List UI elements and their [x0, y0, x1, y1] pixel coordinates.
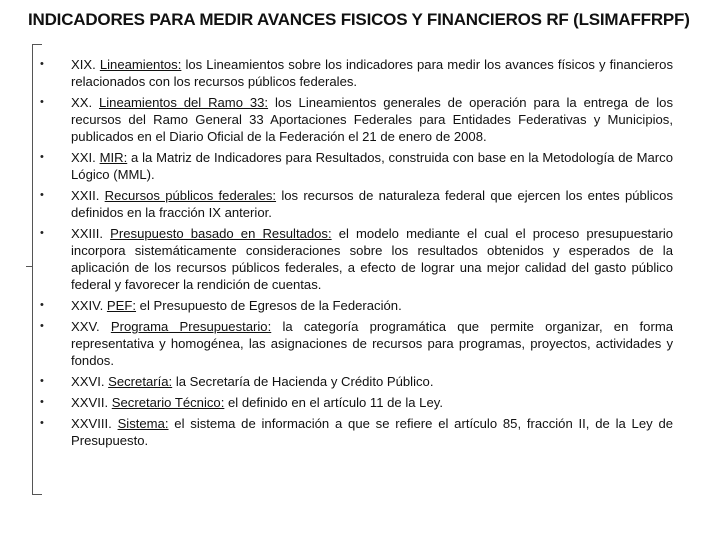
item-definition: a la Matriz de Indicadores para Resultados, construida con base en la Metodología de Marco Lógico (MML).: [71, 150, 673, 182]
item-term: Secretario Técnico:: [111, 395, 225, 410]
item-definition: los Lineamientos sobre los indicadores para medir los avances físicos y financieros relacionados con los recursos públicos federales.: [71, 57, 673, 89]
definition-item-xxii: [41, 187, 673, 221]
item-definition: la categoría programática que permite organizar, en forma representativa y homogénea, las asignaciones de recursos para programas, proyectos, actividades y fondos.: [71, 319, 674, 368]
item-term: Lineamientos del Ramo 33:: [98, 95, 269, 110]
item-number: XIX.: [71, 57, 96, 72]
item-number: XXIII.: [71, 226, 104, 241]
item-term: Secretaría:: [108, 374, 173, 389]
definition-item-xxvii: [41, 394, 673, 411]
definition-item-xxiv: [41, 297, 673, 314]
item-number: XX.: [71, 95, 93, 110]
item-term: Recursos públicos federales:: [104, 188, 277, 203]
definition-item-xxiii: [41, 225, 673, 293]
item-number: XXIV.: [71, 298, 104, 313]
definition-item-xxv: [41, 318, 673, 369]
definition-item-xxvi: [41, 373, 673, 390]
definition-item-xxviii: [41, 415, 673, 449]
item-number: XXVI.: [71, 374, 105, 389]
item-definition: el sistema de información a que se refiere el artículo 85, fracción II, de la Ley de Presupuesto.: [71, 416, 674, 448]
item-term: Presupuesto basado en Resultados:: [110, 226, 332, 241]
item-definition: los Lineamientos generales de operación para la entrega de los recursos del Ramo General 33 Aportaciones Federales para Entidades Federativas y Municipios, publicados en el Diario Oficial de la Federación el 21 de enero de 2008.: [71, 95, 674, 144]
item-term: PEF:: [106, 298, 137, 313]
item-number: XXI.: [71, 150, 96, 165]
item-number: XXII.: [71, 188, 100, 203]
item-number: XXVII.: [71, 395, 109, 410]
item-definition: el modelo mediante el cual el proceso presupuestario incorpora sistemáticamente consideraciones sobre los resultados obtenidos y esperados de la aplicación de los recursos públicos federales, a efecto de lograr una mejor calidad del gasto público federal y favorecer la rendición de cuentas.: [71, 226, 674, 292]
definitions-list: [41, 56, 673, 453]
definition-item-xix: [41, 56, 673, 90]
item-definition: el Presupuesto de Egresos de la Federación.: [139, 298, 402, 313]
item-term: MIR:: [99, 150, 128, 165]
left-brace-tick: [26, 266, 33, 267]
item-definition: el definido en el artículo 11 de la Ley.: [227, 395, 443, 410]
item-term: Sistema:: [117, 416, 169, 431]
definition-item-xx: [41, 94, 673, 145]
item-term: Lineamientos:: [99, 57, 182, 72]
item-definition: los recursos de naturaleza federal que ejercen los entes públicos definidos en la fracción IX anterior.: [71, 188, 673, 220]
item-term: Programa Presupuestario:: [110, 319, 272, 334]
definition-item-xxi: [41, 149, 673, 183]
item-number: XXV.: [71, 319, 100, 334]
page-title: INDICADORES PARA MEDIR AVANCES FISICOS Y FINANCIEROS RF (LSIMAFFRPF): [28, 10, 690, 29]
item-definition: la Secretaría de Hacienda y Crédito Público.: [175, 374, 434, 389]
item-number: XXVIII.: [71, 416, 112, 431]
